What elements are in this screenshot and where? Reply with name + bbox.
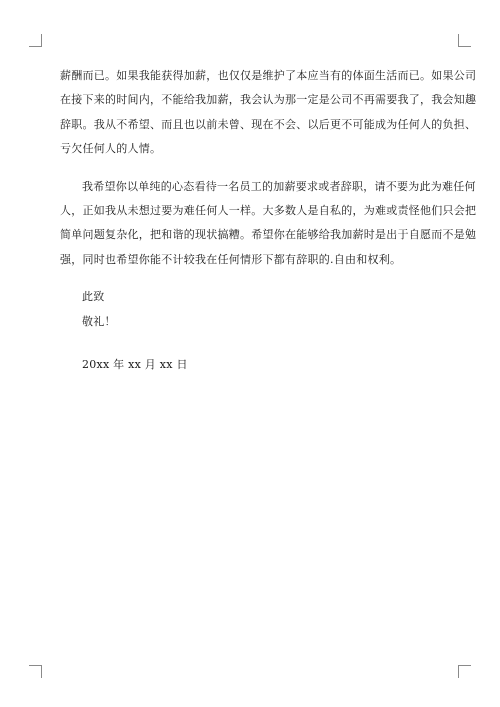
letter-body [60,64,477,377]
paragraph-spacer [60,334,445,347]
paragraph-1-line-4: 亏欠任何人的人情。 [60,142,162,156]
paragraph-2-line-3: 简单问题复杂化，把和谐的现状搞糟。希望你在能够给我加薪时是出于自愿而不是勉 [60,228,477,242]
crop-mark-bottom-right [458,665,471,678]
closing-salute: 此致 [82,290,105,304]
paragraph-2-line-1: 我希望你以单纯的心态看待一名员工的加薪要求或者辞职，请不要为此为难任何 [82,179,476,193]
paragraph-2-line-4: 强，同时也希望你能不计较我在任何情形下都有辞职的.自由和权利。 [60,252,402,266]
paragraph-spacer [60,162,445,175]
paragraph-spacer [60,272,445,285]
paragraph-2-line-2: 人，正如我从未想过要为难任何人一样。大多数人是自私的，为难或责怪他们只会把 [60,203,477,217]
paragraph-1-line-2: 在接下来的时间内，不能给我加薪，我会认为那一定是公司不再需要我了，我会知趣 [60,93,477,107]
crop-mark-top-right [458,34,471,47]
paragraph-1-line-3: 辞职。我从不希望、而且也以前未曾、现在不会、以后更不可能成为任何人的负担、 [60,117,477,131]
letter-date: 20xx 年 xx 月 xx 日 [82,357,188,371]
paragraph-2 [60,175,477,273]
paragraph-1-line-1: 薪酬而已。如果我能获得加薪，也仅仅是维护了本应当有的体面生活而已。如果公司 [60,69,477,82]
closing-respect: 敬礼！ [82,314,116,328]
crop-mark-bottom-left [29,665,42,678]
paragraph-1 [60,64,477,162]
crop-mark-top-left [29,34,42,47]
